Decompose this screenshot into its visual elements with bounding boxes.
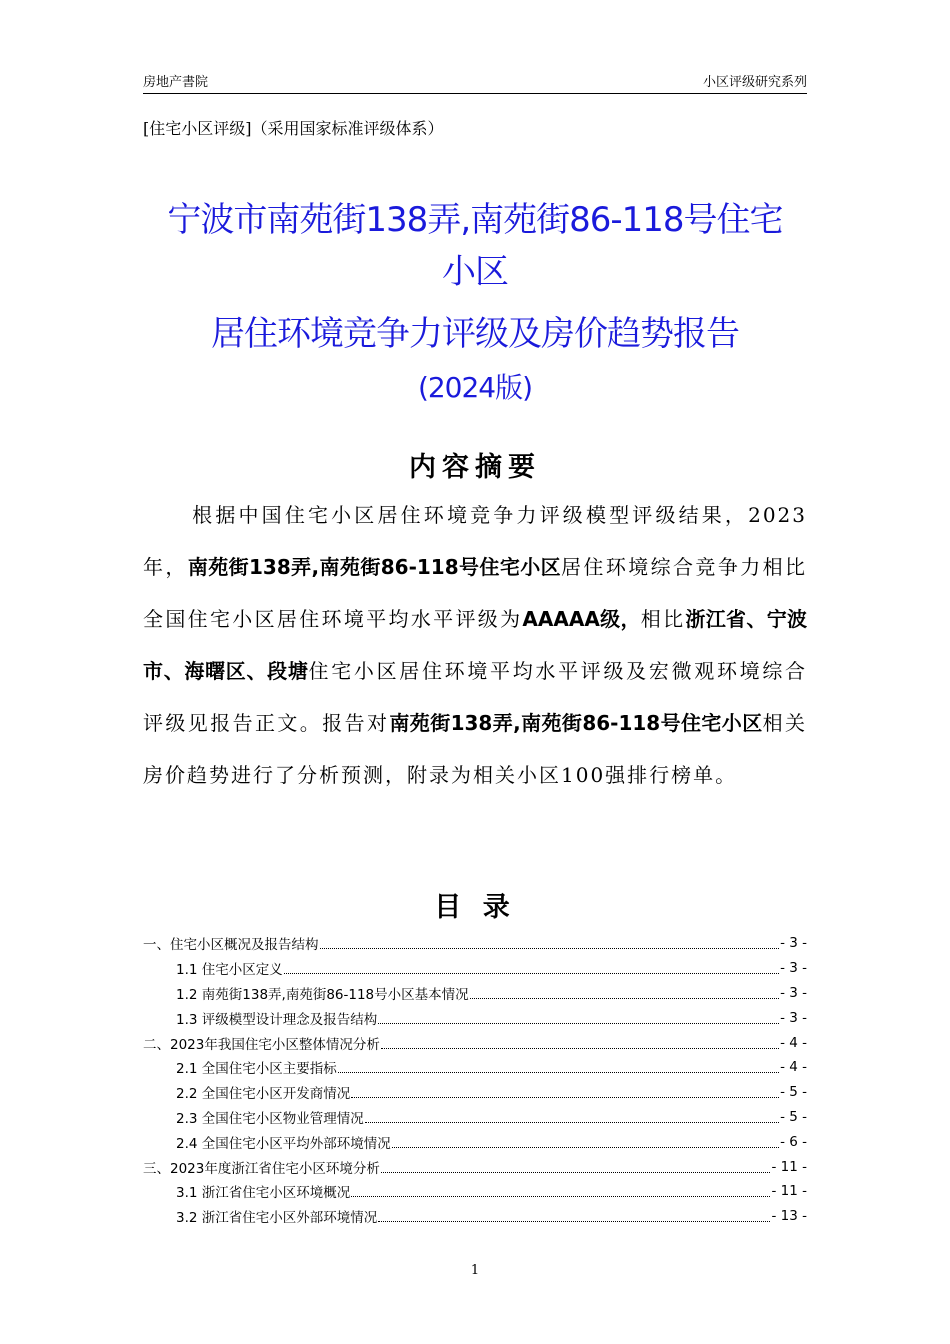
toc-entry-title: 2.3 全国住宅小区物业管理情况 — [176, 1110, 364, 1127]
toc-entry-title: 2.1 全国住宅小区主要指标 — [176, 1061, 337, 1078]
page-header — [143, 66, 807, 94]
toc-entry-title: 3.1 浙江省住宅小区环境概况 — [176, 1185, 351, 1202]
report-category-tag: [住宅小区评级]（采用国家标准评级体系） — [143, 119, 444, 138]
abstract-text-5: 相关房价趋势进行了分析预测，附录为相关小区100强排行榜单。 — [143, 711, 808, 787]
report-title-line-1: 宁波市南苑街138弄,南苑街86-118号住宅 — [167, 200, 783, 240]
toc-leader-dots — [351, 1096, 779, 1098]
toc-entry-title: 2.2 全国住宅小区开发商情况 — [176, 1086, 351, 1103]
abstract-bold-3: 浙江省、宁波市、海曙区、段塘 — [143, 607, 808, 683]
toc-entry-title: 三、2023年度浙江省住宅小区环境分析 — [143, 1160, 380, 1177]
toc-entry[interactable] — [143, 1055, 807, 1080]
toc-leader-dots — [378, 1022, 779, 1024]
toc-leader-dots — [320, 947, 780, 949]
abstract-text-2: 居住环境综合竞争力相比全国住宅小区居住环境平均水平评级为 — [143, 555, 808, 631]
toc-entry-title: 1.1 住宅小区定义 — [176, 962, 283, 979]
abstract-paragraph — [143, 489, 807, 801]
abstract-bold-4: 南苑街138弄,南苑街86-118号住宅小区 — [389, 711, 763, 735]
report-title-line-3: 居住环境竞争力评级及房价趋势报告 — [211, 314, 739, 354]
toc-entry-page: - 3 - — [780, 1009, 807, 1026]
toc-entry[interactable] — [143, 1154, 807, 1179]
toc-leader-dots — [284, 972, 779, 974]
abstract-text-1: 根据中国住宅小区居住环境竞争力评级模型评级结果，2023年， — [143, 503, 807, 579]
toc-leader-dots — [392, 1146, 779, 1148]
abstract-bold-2: AAAAA级， — [522, 607, 641, 631]
toc-entry[interactable] — [143, 1005, 807, 1030]
toc-entry-title: 二、2023年我国住宅小区整体情况分析 — [143, 1036, 380, 1053]
toc-entry[interactable] — [143, 1179, 807, 1204]
toc-entry-page: - 3 - — [780, 960, 807, 977]
page-number: 1 — [470, 1263, 480, 1278]
toc-entry-page: - 4 - — [780, 1059, 807, 1076]
header-right-text: 小区评级研究系列 — [702, 75, 807, 90]
toc-leader-dots — [365, 1121, 779, 1123]
toc-entry-title: 2.4 全国住宅小区平均外部环境情况 — [176, 1135, 391, 1152]
toc-entry-title: 一、住宅小区概况及报告结构 — [143, 937, 319, 954]
toc-entry-page: - 11 - — [771, 1183, 807, 1200]
toc-entry-page: - 3 - — [780, 935, 807, 952]
toc-entry-page: - 5 - — [780, 1108, 807, 1125]
toc-entry-page: - 6 - — [780, 1133, 807, 1150]
toc-entry-page: - 11 - — [771, 1158, 807, 1175]
toc-entry[interactable] — [143, 1080, 807, 1105]
toc-entry-page: - 3 - — [780, 984, 807, 1001]
toc-entry[interactable] — [143, 931, 807, 956]
abstract-text-4: 住宅小区居住环境平均水平评级及宏微观环境综合评级见报告正文。报告对 — [143, 659, 808, 735]
toc-heading: 目 录 — [434, 892, 516, 923]
table-of-contents — [143, 931, 807, 1229]
toc-leader-dots — [351, 1195, 770, 1197]
abstract-text-3: 相比 — [640, 607, 686, 631]
toc-entry-title: 1.3 评级模型设计理念及报告结构 — [176, 1011, 378, 1028]
toc-leader-dots — [378, 1220, 770, 1222]
toc-leader-dots — [470, 997, 779, 999]
toc-entry-page: - 4 - — [780, 1034, 807, 1051]
toc-entry[interactable] — [143, 1129, 807, 1154]
toc-leader-dots — [338, 1071, 779, 1073]
toc-entry[interactable] — [143, 981, 807, 1006]
toc-entry-title: 3.2 浙江省住宅小区外部环境情况 — [176, 1210, 378, 1227]
toc-entry[interactable] — [143, 1030, 807, 1055]
report-edition: (2024版) — [417, 371, 533, 404]
toc-entry[interactable] — [143, 956, 807, 981]
report-title-line-2: 小区 — [442, 252, 508, 292]
abstract-bold-1: 南苑街138弄,南苑街86-118号住宅小区 — [187, 555, 562, 579]
toc-leader-dots — [381, 1047, 779, 1049]
abstract-heading: 内容摘要 — [409, 452, 541, 483]
toc-entry[interactable] — [143, 1204, 807, 1229]
toc-leader-dots — [381, 1171, 771, 1173]
toc-entry[interactable] — [143, 1105, 807, 1130]
toc-entry-title: 1.2 南苑街138弄,南苑街86-118号小区基本情况 — [176, 986, 469, 1003]
toc-entry-page: - 13 - — [771, 1208, 807, 1225]
toc-entry-page: - 5 - — [780, 1084, 807, 1101]
header-left-text: 房地产書院 — [143, 75, 209, 90]
